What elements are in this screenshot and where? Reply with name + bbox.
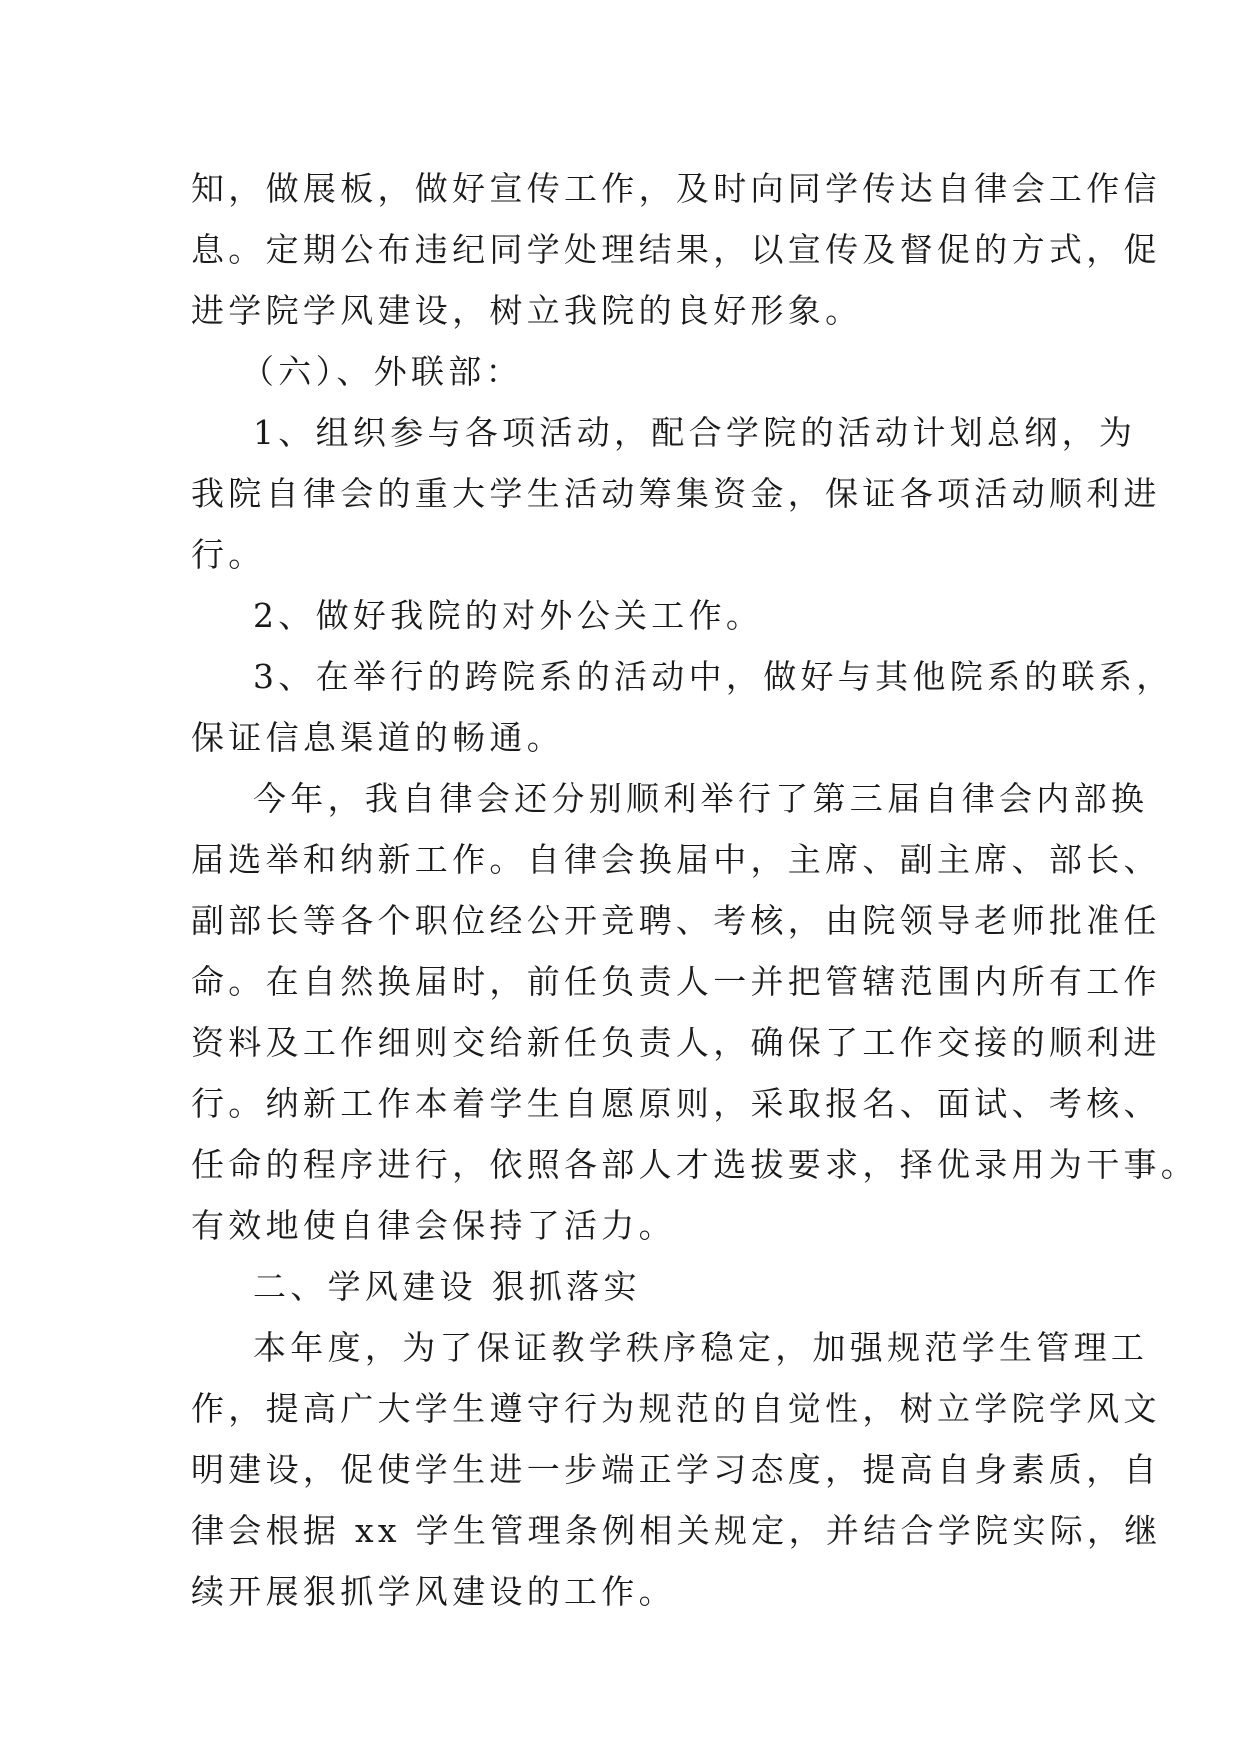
text-line: 届选举和纳新工作。自律会换届中，主席、副主席、部长、 [191,840,1161,879]
list-item: 3、在举行的跨院系的活动中，做好与其他院系的联系， [253,657,1174,696]
text-line: 进学院学风建设，树立我院的良好形象。 [191,291,863,330]
text-line: 续开展狠抓学风建设的工作。 [191,1572,676,1611]
text-line: 有效地使自律会保持了活力。 [191,1206,676,1245]
text-line: 我院自律会的重大学生活动筹集资金，保证各项活动顺利进 [191,474,1161,513]
text-line: 任命的程序进行，依照各部人才选拔要求，择优录用为干事。 [191,1145,1199,1184]
section-heading: （六）、外联部： [241,352,523,391]
text-line: 行。纳新工作本着学生自愿原则，采取报名、面试、考核、 [191,1084,1161,1123]
text-line: 明建设，促使学生进一步端正学习态度，提高自身素质，自 [191,1450,1161,1489]
document-page [191,158,1199,1622]
text-line: 行。 [191,535,266,574]
text-line: 息。定期公布违纪同学处理结果，以宣传及督促的方式，促 [191,230,1161,269]
text-line: 作，提高广大学生遵守行为规范的自觉性，树立学院学风文 [191,1389,1161,1428]
paragraph-start: 今年，我自律会还分别顺利举行了第三届自律会内部换 [253,779,1149,818]
section-heading: 二、学风建设 狠抓落实 [253,1267,641,1306]
text-line: 副部长等各个职位经公开竞聘、考核，由院领导老师批准任 [191,901,1161,940]
text-line: 知，做展板，做好宣传工作，及时向同学传达自律会工作信 [191,169,1161,208]
text-line: 资料及工作细则交给新任负责人，确保了工作交接的顺利进 [191,1023,1161,1062]
paragraph-start: 本年度，为了保证教学秩序稳定，加强规范学生管理工 [253,1328,1149,1367]
list-item: 2、做好我院的对外公关工作。 [253,596,764,635]
text-line: 命。在自然换届时，前任负责人一并把管辖范围内所有工作 [191,962,1161,1001]
text-line: 律会根据 xx 学生管理条例相关规定，并结合学院实际，继 [191,1511,1162,1550]
list-item: 1、组织参与各项活动，配合学院的活动计划总纲，为 [253,413,1137,452]
text-line: 保证信息渠道的畅通。 [191,718,564,757]
